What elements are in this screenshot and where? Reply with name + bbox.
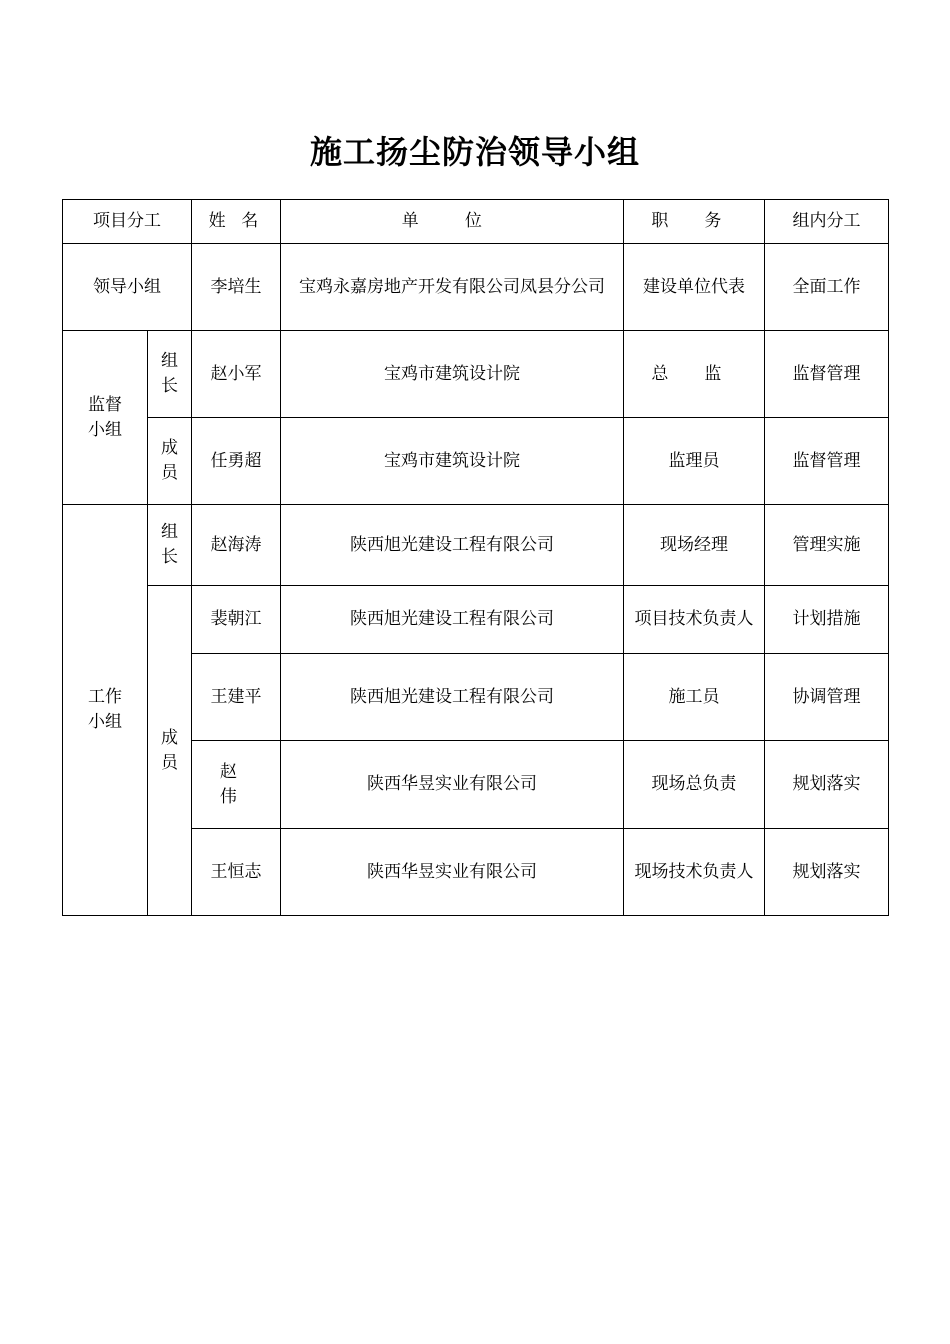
member-position: 现场技术负责人 <box>624 829 765 916</box>
member-position: 施工员 <box>624 654 765 741</box>
table-row <box>63 586 889 654</box>
header-unit: 单 位 <box>281 200 624 244</box>
header-division: 项目分工 <box>63 200 192 244</box>
member-position: 现场经理 <box>624 505 765 586</box>
member-name: 裴朝江 <box>192 586 281 654</box>
member-position: 监理员 <box>624 418 765 505</box>
member-unit: 陕西旭光建设工程有限公司 <box>281 586 624 654</box>
member-unit: 宝鸡永嘉房地产开发有限公司凤县分公司 <box>281 244 624 331</box>
member-unit: 陕西旭光建设工程有限公司 <box>281 505 624 586</box>
member-name: 赵 伟 <box>192 741 281 829</box>
table-row <box>63 505 889 586</box>
table-row <box>63 418 889 505</box>
member-unit: 陕西旭光建设工程有限公司 <box>281 654 624 741</box>
member-name: 赵海涛 <box>192 505 281 586</box>
header-row <box>63 200 889 244</box>
header-duty: 组内分工 <box>765 200 889 244</box>
member-duty: 计划措施 <box>765 586 889 654</box>
leadership-table <box>62 199 889 916</box>
work-group-label: 工作小组 <box>63 505 148 916</box>
member-name: 王恒志 <box>192 829 281 916</box>
member-position: 总 监 <box>624 331 765 418</box>
member-unit: 陕西华昱实业有限公司 <box>281 741 624 829</box>
work-head-label: 组长 <box>148 505 192 586</box>
member-name: 王建平 <box>192 654 281 741</box>
member-name: 赵小军 <box>192 331 281 418</box>
supervision-group-label: 监督小组 <box>63 331 148 505</box>
member-name: 任勇超 <box>192 418 281 505</box>
member-duty: 监督管理 <box>765 418 889 505</box>
member-position: 建设单位代表 <box>624 244 765 331</box>
member-duty: 管理实施 <box>765 505 889 586</box>
member-duty: 监督管理 <box>765 331 889 418</box>
table-row <box>63 244 889 331</box>
supervision-member-label: 成员 <box>148 418 192 505</box>
leader-group-label: 领导小组 <box>63 244 192 331</box>
member-position: 现场总负责 <box>624 741 765 829</box>
member-duty: 协调管理 <box>765 654 889 741</box>
work-member-label: 成员 <box>148 586 192 916</box>
member-duty: 规划落实 <box>765 741 889 829</box>
member-position: 项目技术负责人 <box>624 586 765 654</box>
member-unit: 陕西华昱实业有限公司 <box>281 829 624 916</box>
member-duty: 全面工作 <box>765 244 889 331</box>
member-unit: 宝鸡市建筑设计院 <box>281 331 624 418</box>
page-title: 施工扬尘防治领导小组 <box>309 133 640 171</box>
member-name: 李培生 <box>192 244 281 331</box>
header-position: 职 务 <box>624 200 765 244</box>
member-unit: 宝鸡市建筑设计院 <box>281 418 624 505</box>
member-duty: 规划落实 <box>765 829 889 916</box>
header-name: 姓 名 <box>192 200 281 244</box>
table-row <box>63 331 889 418</box>
supervision-head-label: 组长 <box>148 331 192 418</box>
